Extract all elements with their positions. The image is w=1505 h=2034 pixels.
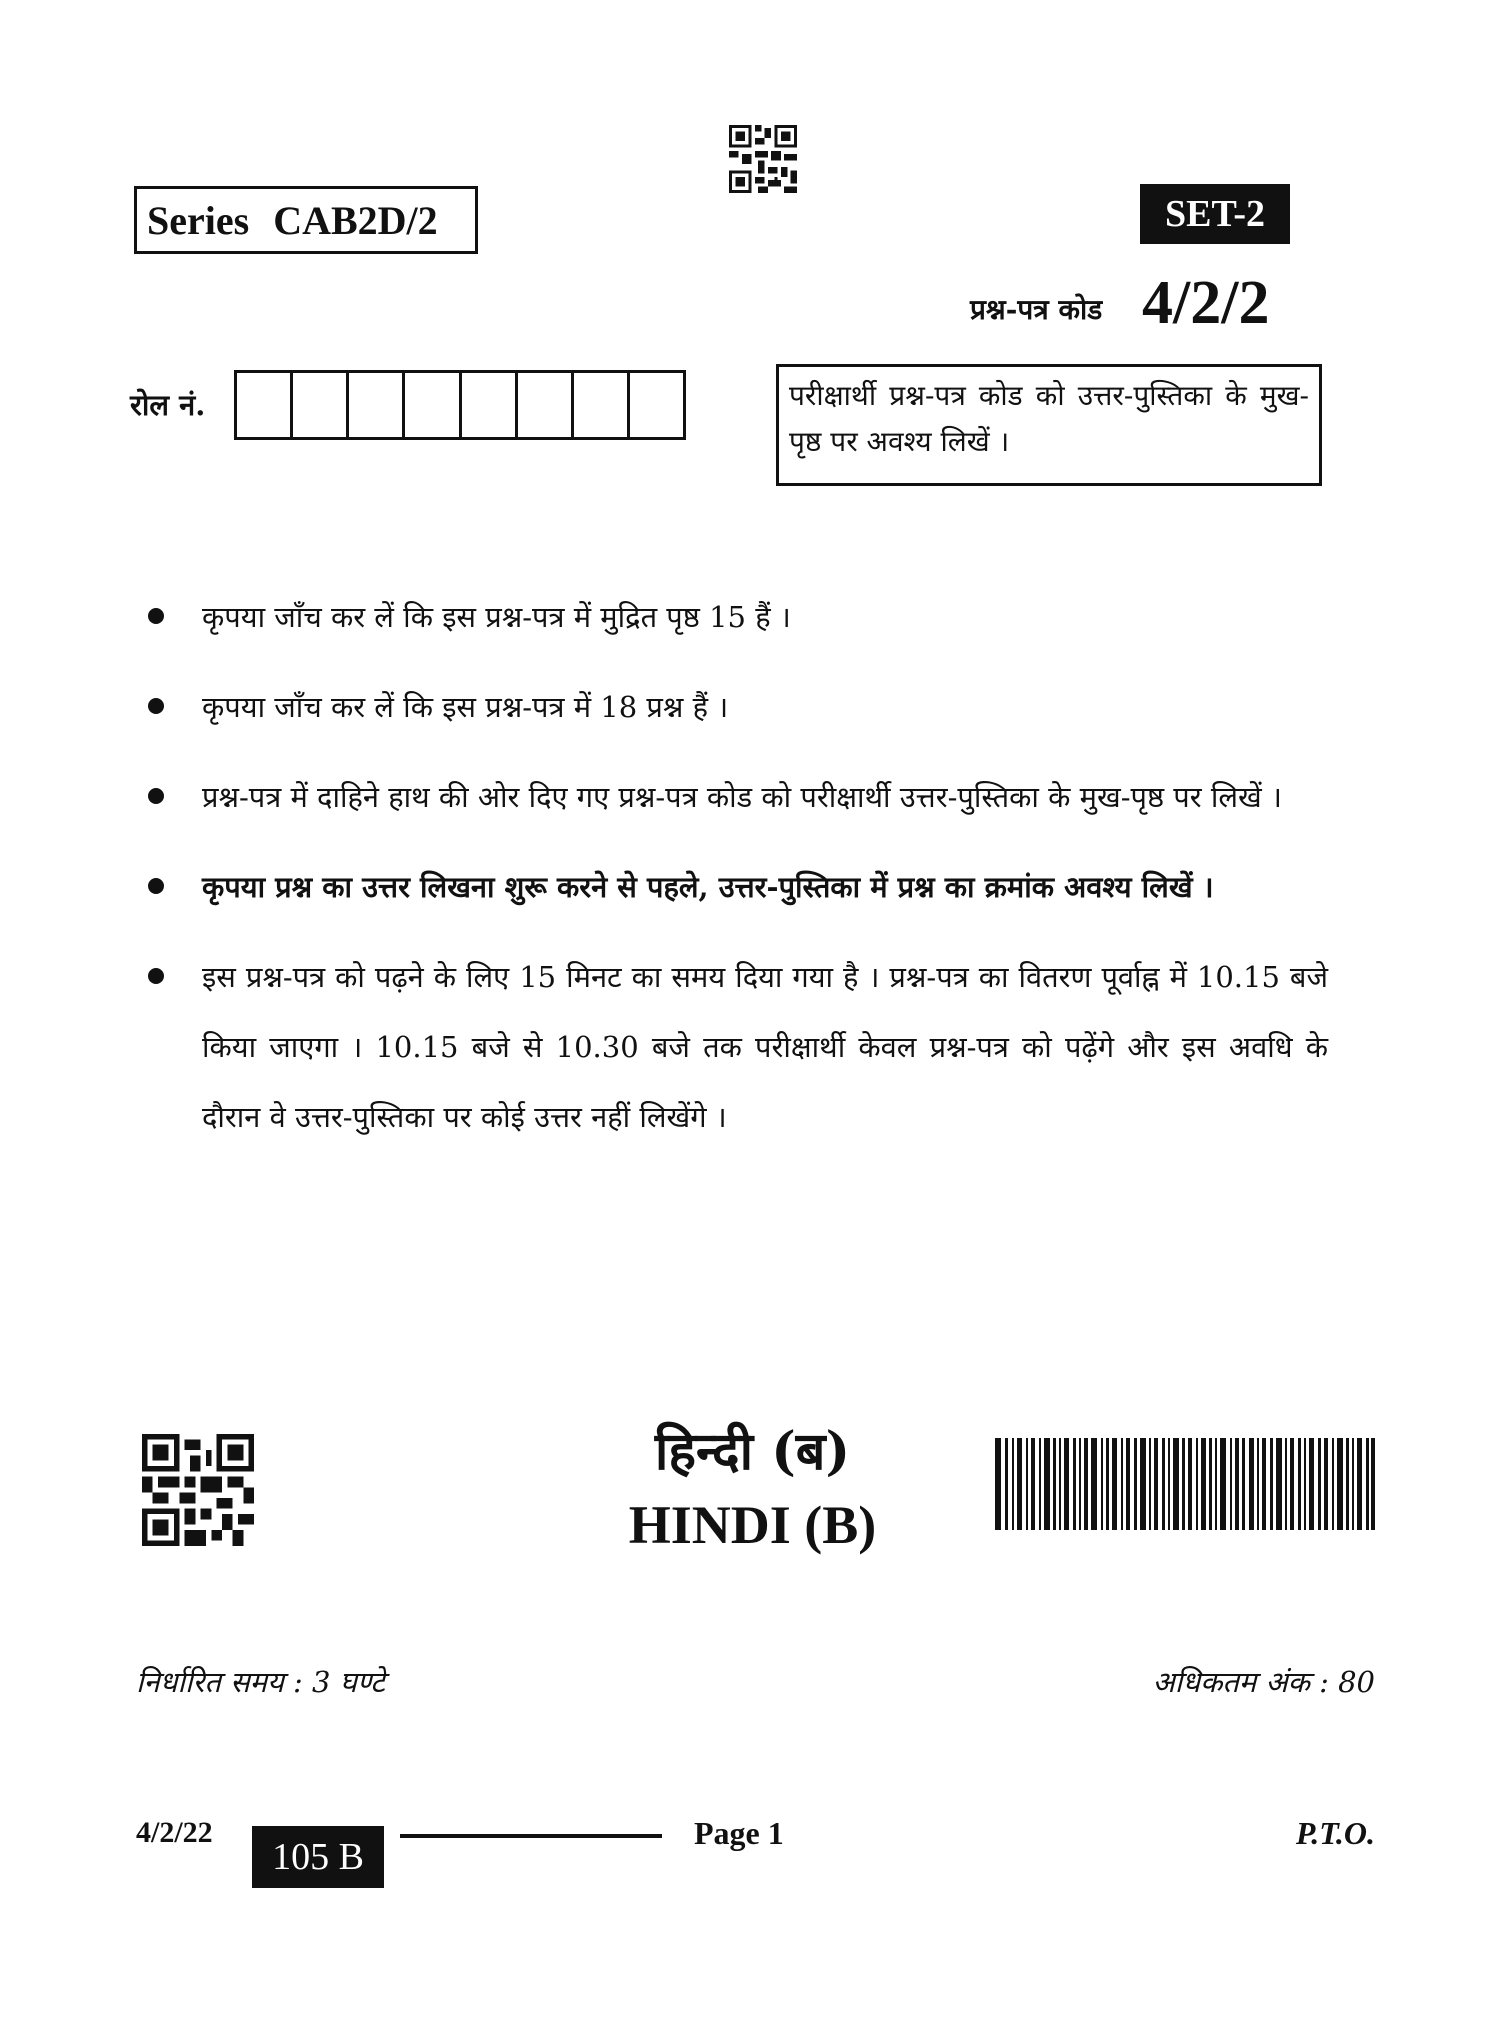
subject-title-english: HINDI (B): [628, 1495, 877, 1555]
instruction-item: प्रश्न-पत्र में दाहिने हाथ की ओर दिए गए प्रश्न-पत्र कोड को परीक्षार्थी उत्तर-पुस्तिका के मुख-पृष्ठ पर लिखें ।: [148, 762, 1328, 832]
bullet-icon: [148, 878, 164, 894]
bullet-icon: [148, 968, 164, 984]
page-number: Page 1: [694, 1815, 784, 1851]
instruction-item: कृपया जाँच कर लें कि इस प्रश्न-पत्र में मुद्रित पृष्ठ 15 हैं ।: [148, 582, 1328, 652]
please-turn-over: P.T.O.: [1295, 1815, 1375, 1851]
paper-code-label: प्रश्न-पत्र कोड: [970, 293, 1103, 326]
footer-paper-code: 4/2/22: [136, 1816, 213, 1849]
roll-number-box[interactable]: [630, 373, 683, 437]
bullet-icon: [148, 608, 164, 624]
series-box: [134, 186, 478, 254]
roll-number-label: रोल नं.: [130, 388, 206, 422]
bullet-icon: [148, 698, 164, 714]
bullet-icon: [148, 788, 164, 804]
series-value: CAB2D/2: [273, 197, 438, 243]
roll-number-box[interactable]: [462, 373, 518, 437]
instruction-item: कृपया जाँच कर लें कि इस प्रश्न-पत्र में 18 प्रश्न हैं ।: [148, 672, 1328, 742]
roll-number-box[interactable]: [405, 373, 461, 437]
footer-badge: 105 B: [252, 1826, 384, 1888]
subject-title-hindi: हिन्दी (ब): [654, 1421, 851, 1482]
candidate-note-box: परीक्षार्थी प्रश्न-पत्र कोड को उत्तर-पुस्तिका के मुख-पृष्ठ पर अवश्य लिखें ।: [776, 364, 1322, 486]
maximum-marks: अधिकतम अंक : 80: [1152, 1665, 1375, 1699]
roll-number-box[interactable]: [518, 373, 574, 437]
roll-number-boxes[interactable]: [234, 370, 686, 440]
set-badge: SET-2: [1140, 184, 1290, 244]
series-label: Series: [147, 197, 250, 243]
roll-number-box[interactable]: [237, 373, 293, 437]
instruction-item: कृपया प्रश्न का उत्तर लिखना शुरू करने से पहले, उत्तर-पुस्तिका में प्रश्न का क्रमांक अवश्य लिखें ।: [148, 852, 1328, 922]
time-allowed: निर्धारित समय : 3 घण्टे: [136, 1665, 385, 1699]
roll-number-box[interactable]: [574, 373, 630, 437]
roll-number-box[interactable]: [349, 373, 405, 437]
footer-divider: [400, 1834, 662, 1838]
paper-code-value: 4/2/2: [1142, 269, 1270, 337]
qr-code-top-icon: [727, 125, 799, 193]
instruction-item: इस प्रश्न-पत्र को पढ़ने के लिए 15 मिनट का समय दिया गया है । प्रश्न-पत्र का वितरण पूर्वाह्न में 10.15 बजे किया जाएगा । 10.15 बजे से 10.30 बजे तक परीक्षार्थी केवल प्रश्न-पत्र को पढ़ेंगे और इस अवधि के दौरान वे उत्तर-पुस्तिका पर कोई उत्तर नहीं लिखेंगे ।: [148, 942, 1328, 1152]
roll-number-box[interactable]: [293, 373, 349, 437]
barcode-icon: [995, 1438, 1375, 1530]
instructions-list: [148, 582, 1328, 1172]
